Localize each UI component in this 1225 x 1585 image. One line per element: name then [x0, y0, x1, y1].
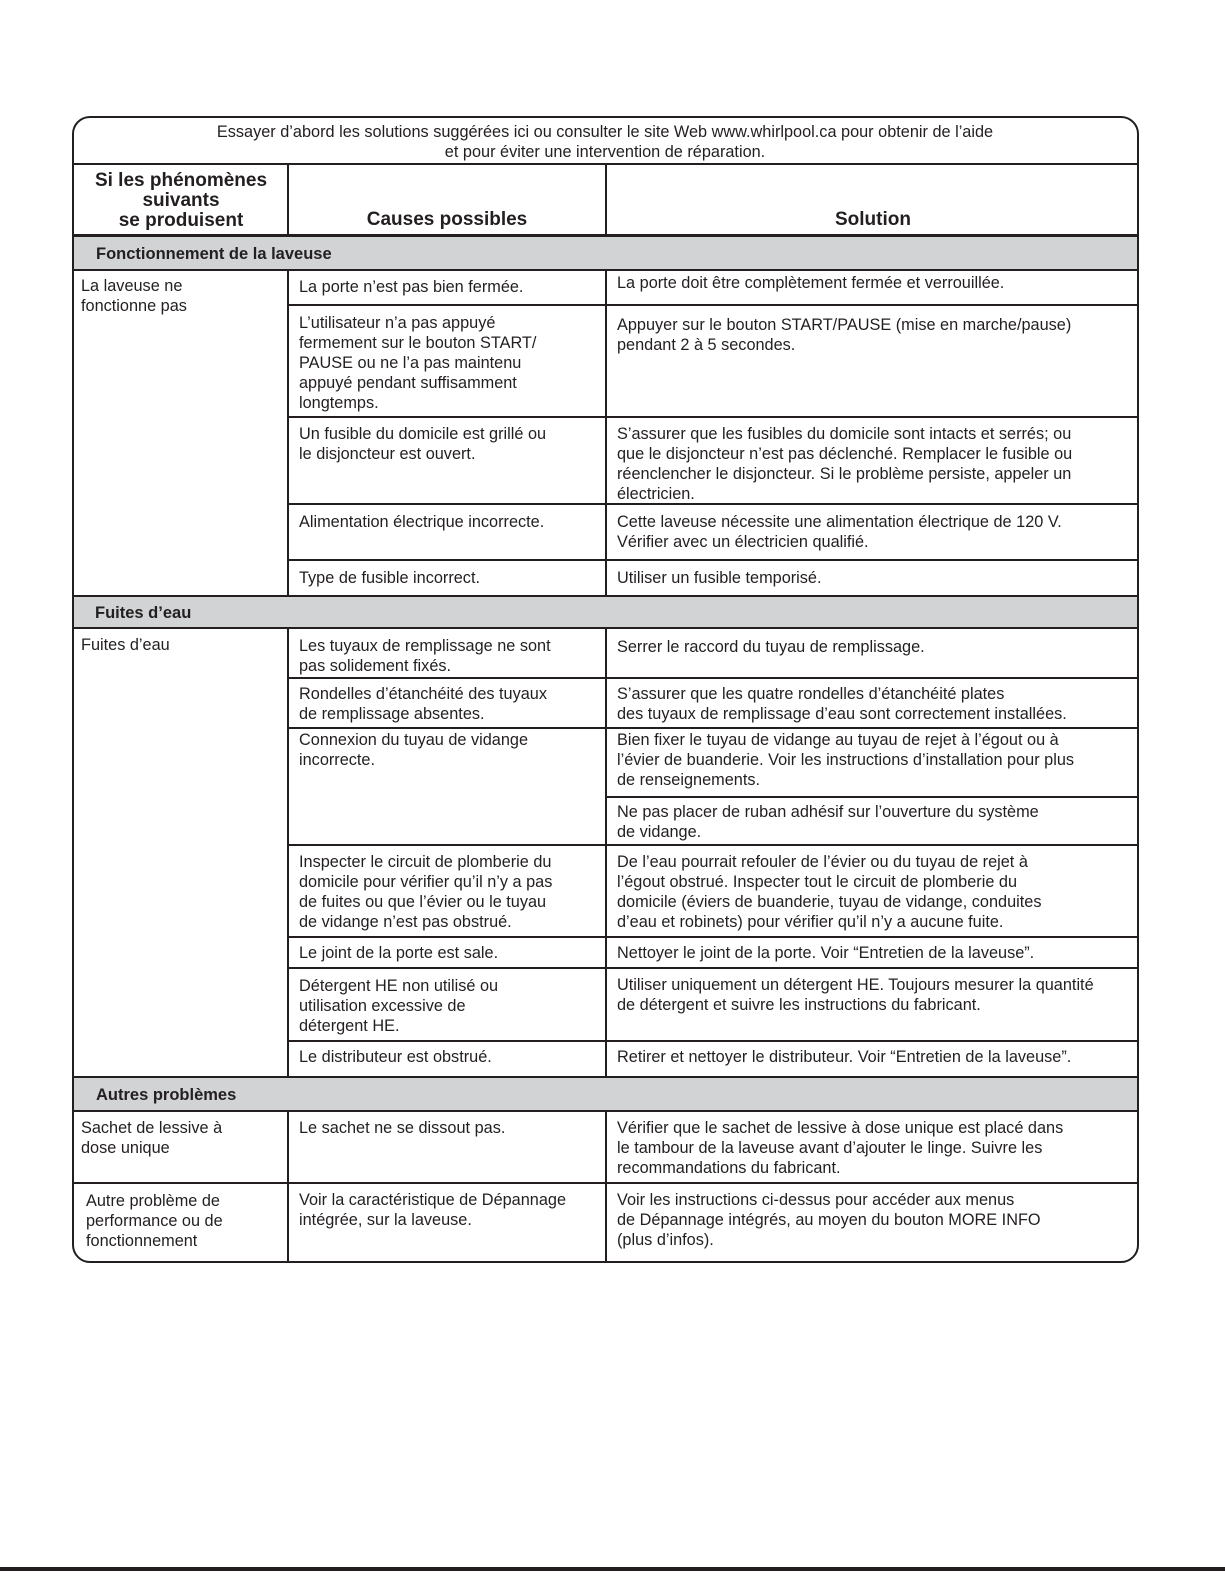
- row-rule: [288, 1040, 1137, 1042]
- header-symptom-line-1: Si les phénomènes: [94, 170, 268, 191]
- row-rule: [288, 503, 1137, 505]
- cause-incorrect-power: Alimentation électrique incorrecte.: [299, 513, 545, 531]
- sub-row-rule: [606, 796, 1137, 798]
- cause-door-seal-dirty: Le joint de la porte est sale.: [299, 944, 499, 962]
- solution-more-info-button: Voir les instructions ci-dessus pour accéder aux menus de Dépannage intégrés, au moyen du bouton MORE INFO (plus d’infos).: [617, 1191, 1041, 1249]
- section-2-divider-1: [287, 628, 289, 1077]
- symptom-washer-not-working: La laveuse ne fonctionne pas: [81, 277, 187, 315]
- header-causes: Causes possibles: [366, 209, 528, 230]
- page-bottom-rule: [0, 1567, 1225, 1571]
- cause-pack-not-dissolving: Le sachet ne se dissout pas.: [299, 1119, 506, 1137]
- section-1-divider-1: [287, 270, 289, 596]
- section-3-divider-2: [605, 1111, 607, 1261]
- cause-fill-hoses-loose: Les tuyaux de remplissage ne sont pas solidement fixés.: [299, 637, 551, 675]
- cause-detergent-misuse: Détergent HE non utilisé ou utilisation excessive de détergent HE.: [299, 977, 499, 1035]
- intro-line-1: Essayer d’abord les solutions suggérées ici ou consulter le site Web www.whirlpool.ca pour obtenir de l’aide: [216, 123, 994, 141]
- row-rule: [288, 844, 1137, 846]
- solution-clean-dispenser: Retirer et nettoyer le distributeur. Voir “Entretien de la laveuse”.: [617, 1048, 1072, 1066]
- cause-fuse-blown: Un fusible du domicile est grillé ou le disjoncteur est ouvert.: [299, 425, 547, 463]
- header-divider-1: [287, 164, 289, 235]
- cause-washers-missing: Rondelles d’étanchéité des tuyaux de remplissage absentes.: [299, 685, 548, 723]
- symptom-water-leaks: Fuites d’eau: [81, 636, 170, 654]
- row-rule: [288, 304, 1137, 306]
- solution-press-start-pause: Appuyer sur le bouton START/PAUSE (mise en marche/pause) pendant 2 à 5 secondes.: [617, 316, 1072, 354]
- row-rule: [288, 936, 1137, 938]
- cause-inspect-plumbing: Inspecter le circuit de plomberie du domicile pour vérifier qu’il n’y a pas de fuites ou que l’évier ou le tuyau de vidange n’est pas obstrué.: [299, 853, 553, 931]
- section-title-other-problems: Autres problèmes: [96, 1086, 237, 1104]
- solution-install-washers: S’assurer que les quatre rondelles d’étanchéité plates des tuyaux de remplissage d’eau sont correctement installées.: [617, 685, 1067, 723]
- section-title-water-leaks: Fuites d’eau: [95, 604, 192, 622]
- row-rule: [288, 677, 1137, 679]
- section-2-divider-2: [605, 628, 607, 1077]
- row-rule: [74, 1182, 1137, 1184]
- solution-check-plumbing-leaks: De l’eau pourrait refouler de l’évier ou du tuyau de rejet à l’égout obstrué. Inspecter tout le circuit de plomberie du domicile (éviers de buanderie, tuyau de vidange, conduites d’eau et robinets) pour vérifier qu’il n’y a aucune fuite.: [617, 853, 1042, 931]
- solution-door-closed-locked: La porte doit être complètement fermée et verrouillée.: [617, 274, 1005, 292]
- symptom-single-dose-pack: Sachet de lessive à dose unique: [81, 1119, 223, 1157]
- solution-clean-door-seal: Nettoyer le joint de la porte. Voir “Entretien de la laveuse”.: [617, 944, 1035, 962]
- cause-door-not-closed: La porte n’est pas bien fermée.: [299, 278, 524, 296]
- intro-line-2: et pour éviter une intervention de réparation.: [444, 143, 766, 161]
- header-symptom-line-2: suivants: [142, 190, 220, 211]
- cause-built-in-troubleshooting: Voir la caractéristique de Dépannage intégrée, sur la laveuse.: [299, 1191, 567, 1229]
- row-rule: [288, 967, 1137, 969]
- solution-place-pack-in-drum: Vérifier que le sachet de lessive à dose unique est placé dans le tambour de la laveuse avant d’ajouter le linge. Suivre les recommandations du fabricant.: [617, 1119, 1064, 1177]
- header-symptom-line-3: se produisent: [118, 210, 244, 231]
- solution-no-tape-on-drain: Ne pas placer de ruban adhésif sur l’ouverture du système de vidange.: [617, 803, 1039, 841]
- cause-wrong-fuse-type: Type de fusible incorrect.: [299, 569, 480, 587]
- solution-secure-drain-hose: Bien fixer le tuyau de vidange au tuyau de rejet à l’égout ou à l’évier de buanderie. Voir les instructions d’installation pour plus de renseignements.: [617, 731, 1075, 789]
- solution-use-he-detergent: Utiliser uniquement un détergent HE. Toujours mesurer la quantité de détergent et suivre les instructions du fabricant.: [617, 976, 1094, 1014]
- section-title-operation: Fonctionnement de la laveuse: [96, 245, 332, 263]
- cause-dispenser-clogged: Le distributeur est obstrué.: [299, 1048, 492, 1066]
- row-rule: [288, 416, 1137, 418]
- solution-time-delay-fuse: Utiliser un fusible temporisé.: [617, 569, 822, 587]
- section-band-water-leaks: [74, 597, 1137, 627]
- solution-check-fuses: S’assurer que les fusibles du domicile sont intacts et serrés; ou que le disjoncteur n’est pas déclenché. Remplacer le fusible ou réenclencher le disjoncteur. Si le problème persiste, appeler un électricien.: [617, 425, 1073, 503]
- solution-120v-power: Cette laveuse nécessite une alimentation électrique de 120 V. Vérifier avec un électricien qualifié.: [617, 513, 1062, 551]
- header-divider-2: [605, 164, 607, 235]
- row-rule: [288, 727, 1137, 729]
- symptom-other-performance-problem: Autre problème de performance ou de fonctionnement: [86, 1192, 223, 1250]
- cause-drain-hose-connection: Connexion du tuyau de vidange incorrecte.: [299, 731, 529, 769]
- cause-start-pause-not-pressed: L’utilisateur n’a pas appuyé fermement sur le bouton START/ PAUSE ou ne l’a pas maintenu appuyé pendant suffisamment longtemps.: [299, 314, 537, 412]
- row-rule: [288, 559, 1137, 561]
- section-3-divider-1: [287, 1111, 289, 1261]
- section-1-divider-2: [605, 270, 607, 596]
- header-solution: Solution: [835, 209, 911, 230]
- solution-tighten-fill-hose: Serrer le raccord du tuyau de remplissage.: [617, 638, 925, 656]
